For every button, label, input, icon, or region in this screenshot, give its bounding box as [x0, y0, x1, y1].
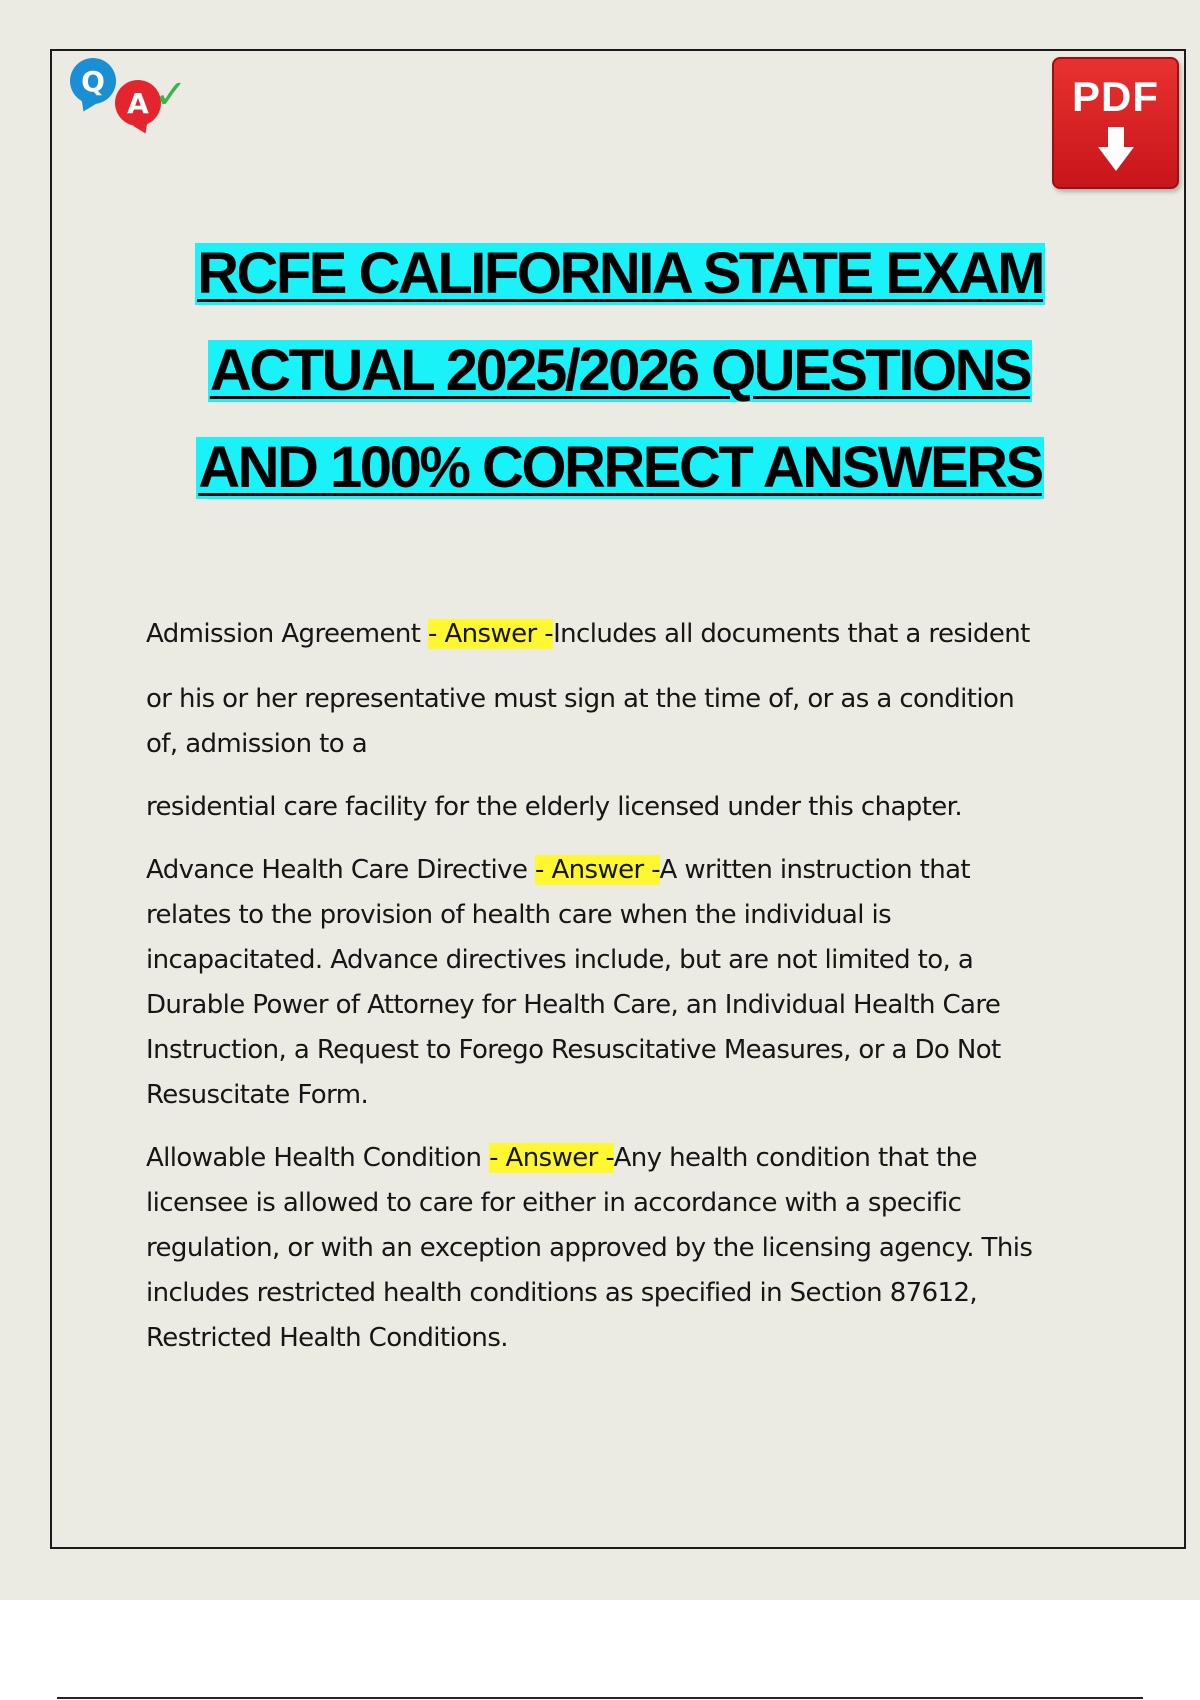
title-line-1: RCFE CALIFORNIA STATE EXAM [197, 241, 1043, 306]
definition-text: Any health condition that the [613, 1143, 977, 1173]
title-line-2: ACTUAL 2025/2026 QUESTIONS [209, 338, 1031, 403]
entry-term: Allowable Health Condition [146, 1143, 490, 1173]
entry-allowable-health-condition [146, 1136, 1096, 1181]
entry-term: Advance Health Care Directive [146, 855, 536, 885]
definition-line: or his or her representative must sign at the time of, or as a condition [146, 684, 1015, 714]
pdf-download-icon[interactable] [1052, 57, 1179, 189]
a-bubble-icon: A [115, 80, 161, 126]
q-bubble-icon: Q [70, 58, 116, 104]
answer-marker: - Answer - [428, 619, 554, 649]
definition-line: licensee is allowed to care for either in accordance with a specific [146, 1188, 962, 1218]
definition-line: relates to the provision of health care when the individual is [146, 900, 892, 930]
definition-line: incapacitated. Advance directives include, but are not limited to, a [146, 945, 974, 975]
pdf-label: PDF [1072, 73, 1159, 120]
definition-line: Restricted Health Conditions. [146, 1323, 508, 1353]
definition-line: residential care facility for the elderly licensed under this chapter. [146, 792, 963, 822]
checkmark-icon: ✓ [154, 72, 188, 118]
next-page-edge [57, 1697, 1143, 1699]
definition-line: regulation, or with an exception approved by the licensing agency. This [146, 1233, 1033, 1263]
definition-line: Resuscitate Form. [146, 1080, 369, 1110]
definition-text: Includes all documents that a resident [553, 619, 1030, 649]
entry-advance-health-care-directive [146, 848, 1096, 893]
qa-content [146, 612, 1096, 1361]
definition-text: A written instruction that [659, 855, 971, 885]
title-line-3: AND 100% CORRECT ANSWERS [198, 435, 1042, 500]
definition-line: Instruction, a Request to Forego Resuscitative Measures, or a Do Not [146, 1035, 1001, 1065]
answer-marker: - Answer - [489, 1143, 614, 1173]
download-arrow-icon [1096, 127, 1136, 175]
definition-line: Durable Power of Attorney for Health Care, an Individual Health Care [146, 990, 1001, 1020]
document-title [0, 243, 1200, 534]
definition-line: of, admission to a [146, 729, 368, 759]
answer-marker: - Answer - [535, 855, 660, 885]
definition-line: includes restricted health conditions as specified in Section 87612, [146, 1278, 978, 1308]
qa-logo [70, 58, 190, 130]
entry-admission-agreement [146, 612, 1096, 657]
entry-term: Admission Agreement [146, 619, 429, 649]
